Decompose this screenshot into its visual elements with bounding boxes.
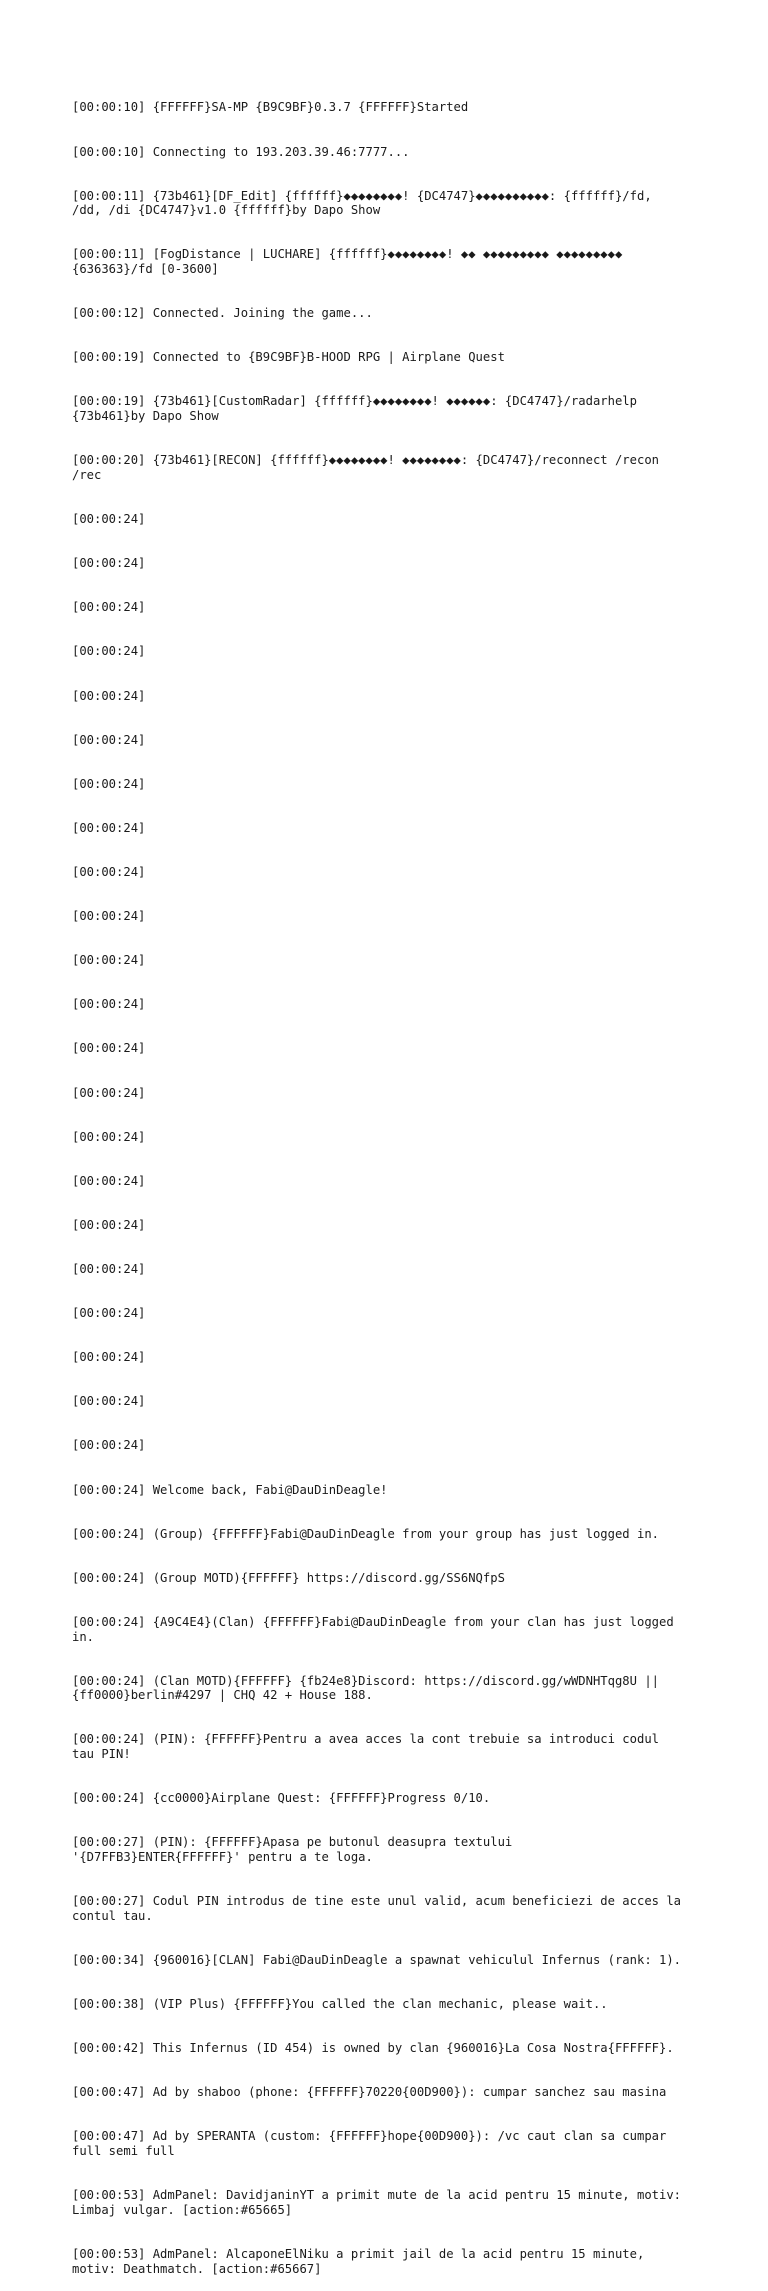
log-line: [00:00:47] Ad by shaboo (phone: {FFFFFF}70220{00D900}): cumpar sanchez sau masina: [72, 2085, 667, 2100]
log-line: [00:00:24] (Group) {FFFFFF}Fabi@DauDinDeagle from your group has just logged in.: [72, 1526, 659, 1541]
log-line: [00:00:10] Connecting to 193.203.39.46:7777...: [72, 144, 410, 159]
log-line: [00:00:42] This Infernus (ID 454) is owned by clan {960016}La Cosa Nostra{FFFFFF}.: [72, 2041, 674, 2056]
log-line: [00:00:24]: [72, 688, 146, 703]
log-line: [00:00:24] {A9C4E4}(Clan) {FFFFFF}Fabi@DauDinDeagle from your clan has just logged in.: [72, 1614, 674, 1644]
log-line: [00:00:24]: [72, 644, 146, 659]
log-line: [00:00:24]: [72, 820, 146, 835]
log-line: [00:00:24]: [72, 1261, 146, 1276]
chat-log: [72, 71, 702, 2291]
log-line: [00:00:24]: [72, 556, 146, 571]
log-line: [00:00:27] Codul PIN introdus de tine este unul valid, acum beneficiezi de acces la contul tau.: [72, 1894, 682, 1923]
log-line: [00:00:24]: [72, 1394, 146, 1409]
log-line: [00:00:24] {cc0000}Airplane Quest: {FFFFFF}Progress 0/10.: [72, 1791, 491, 1806]
log-line: [00:00:24]: [72, 1041, 146, 1056]
log-line: [00:00:24]: [72, 1173, 146, 1188]
log-line: [00:00:24]: [72, 1217, 146, 1232]
log-line: [00:00:27] (PIN): {FFFFFF}Apasa pe butonul deasupra textului '{D7FFB3}ENTER{FFFFFF}' pentru a te loga.: [72, 1835, 513, 1865]
log-line: [00:00:19] {73b461}[CustomRadar] {ffffff}◆◆◆◆◆◆◆◆! ◆◆◆◆◆◆: {DC4747}/radarhelp {73b461}by Dapo Show: [72, 394, 637, 424]
log-line: [00:00:38] (VIP Plus) {FFFFFF}You called the clan mechanic, please wait..: [72, 1997, 608, 2012]
log-line: [00:00:11] [FogDistance | LUCHARE] {ffffff}◆◆◆◆◆◆◆◆! ◆◆ ◆◆◆◆◆◆◆◆◆ ◆◆◆◆◆◆◆◆◆ {636363}/fd [0-3600]: [72, 247, 623, 277]
log-line: [00:00:24]: [72, 1306, 146, 1321]
log-line: [00:00:24] (Clan MOTD){FFFFFF} {fb24e8}Discord: https://discord.gg/wWDNHTqg8U || {ff0000}berlin#4297 | CHQ 42 + House 188.: [72, 1673, 659, 1703]
log-line: [00:00:34] {960016}[CLAN] Fabi@DauDinDeagle a spawnat vehiculul Infernus (rank: 1).: [72, 1953, 682, 1967]
log-line: [00:00:24]: [72, 732, 146, 747]
log-line: [00:00:47] Ad by SPERANTA (custom: {FFFFFF}hope{00D900}): /vc caut clan sa cumpar full semi full: [72, 2129, 667, 2159]
log-line: [00:00:20] {73b461}[RECON] {ffffff}◆◆◆◆◆◆◆◆! ◆◆◆◆◆◆◆◆: {DC4747}/reconnect /recon /rec: [72, 453, 659, 482]
log-line: [00:00:24] Welcome back, Fabi@DauDinDeagle!: [72, 1482, 388, 1497]
log-line: [00:00:24]: [72, 864, 146, 879]
log-line: [00:00:53] AdmPanel: DavidjaninYT a primit mute de la acid pentru 15 minute, motiv: Limbaj vulgar. [action:#65665]: [72, 2188, 682, 2217]
log-line: [00:00:19] Connected to {B9C9BF}B-HOOD RPG | Airplane Quest: [72, 350, 505, 365]
log-line: [00:00:11] {73b461}[DF_Edit] {ffffff}◆◆◆◆◆◆◆◆! {DC4747}◆◆◆◆◆◆◆◆◆◆: {ffffff}/fd, /dd, /di {DC4747}v1.0 {ffffff}by Dapo Show: [72, 188, 652, 218]
log-line: [00:00:24]: [72, 1085, 146, 1100]
log-line: [00:00:24]: [72, 1350, 146, 1365]
log-line: [00:00:24]: [72, 776, 146, 791]
log-line: [00:00:24]: [72, 512, 146, 527]
log-line: [00:00:24]: [72, 953, 146, 968]
log-line: [00:00:53] AdmPanel: AlcaponeElNiku a primit jail de la acid pentru 15 minute, motiv: Deathmatch. [action:#65667]: [72, 2247, 645, 2276]
log-line: [00:00:24]: [72, 600, 146, 615]
log-line: [00:00:24]: [72, 1438, 146, 1453]
log-line: [00:00:24]: [72, 909, 146, 924]
log-line: [00:00:10] {FFFFFF}SA-MP {B9C9BF}0.3.7 {FFFFFF}Started: [72, 100, 469, 115]
log-line: [00:00:24]: [72, 1129, 146, 1144]
log-line: [00:00:12] Connected. Joining the game...: [72, 306, 373, 321]
log-line: [00:00:24] (PIN): {FFFFFF}Pentru a avea acces la cont trebuie sa introduci codul tau PIN!: [72, 1732, 659, 1762]
log-line: [00:00:24] (Group MOTD){FFFFFF} https://discord.gg/SS6NQfpS: [72, 1570, 505, 1585]
log-line: [00:00:24]: [72, 997, 146, 1012]
